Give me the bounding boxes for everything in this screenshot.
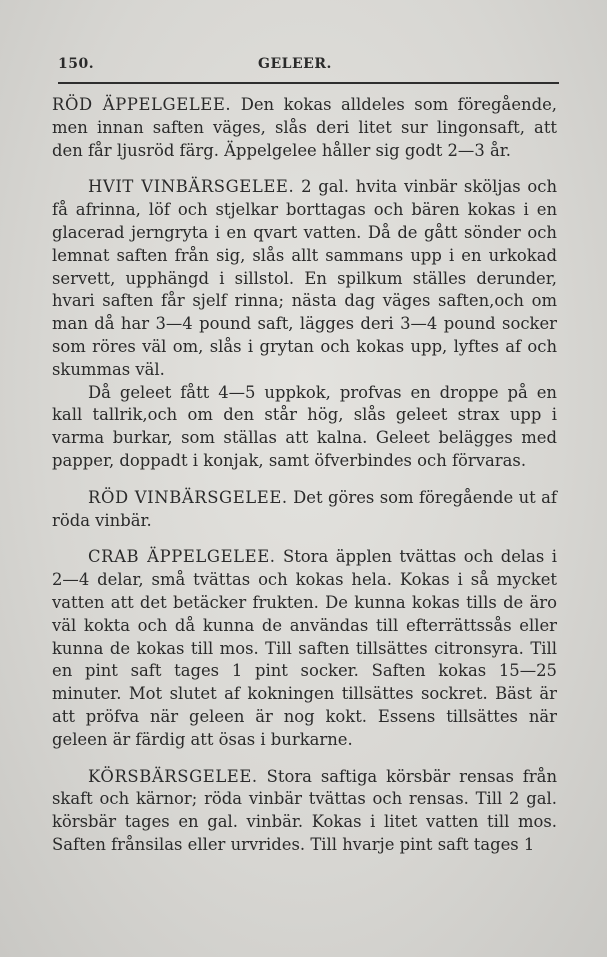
recipe-hvit-vinbarsgelee xyxy=(52,176,557,381)
recipe-title: HVIT VINBÄRSGELEE. xyxy=(88,177,295,197)
recipe-rod-appelgelee xyxy=(52,94,557,162)
recipe-text: Den kokas alldeles som föregående, men innan saften väges, slås deri litet sur lingonsaft, att den får ljusröd färg. Äppelgelee håller sig godt 2—3 år. xyxy=(52,95,557,160)
recipe-korsbarsgelee xyxy=(52,766,557,857)
recipe-text: Stora äpplen tvättas och delas i 2—4 delar, små tvättas och kokas hela. Kokas i så mycket vatten att det betäcker frukten. De kunna kokas tills de äro väl kokta och då kunna de användas till efterrättssås eller kunna de kokas till mos. Till saften tillsättes citronsyra. Till en pint saft tages 1 pint socker. Saften kokas 15—25 minuter. Mot slutet af kokningen tillsättes sockret. Bäst är att pröfva när geleen är nog kokt. Essens tillsättes när geleen är färdig att ösas i burkarne. xyxy=(52,547,557,749)
recipe-text: 2 gal. hvita vinbär sköljas och få afrinna, löf och stjelkar borttagas och bären kokas i en glacerad jerngryta i en qvart vatten. Då de gått sönder och lemnat saften från sig, slås allt sammans upp i en urkokad servett, upphängd i sillstol. En spilkum ställes derunder, hvari saften får sjelf rinna; nästa dag väges saften,och om man då har 3—4 pound saft, lägges deri 3—4 pound socker som röres väl om, slås i grytan och kokas upp, lyftes af och skummas väl. xyxy=(52,177,558,379)
running-title: GELEER. xyxy=(258,56,332,72)
recipe-title: KÖRSBÄRSGELEE. xyxy=(88,766,258,786)
recipe-continuation xyxy=(52,382,557,473)
recipe-text: Stora saftiga körsbär rensas från skaft och kärnor; röda vinbär tvättas och rensas. Till 2 gal. körsbär tages en gal. vinbär. Kokas i litet vatten till mos. Saften frånsilas eller urvrides. Till hvarje pint saft tages 1 xyxy=(52,766,557,854)
page-number: 150. xyxy=(58,56,95,72)
recipe-title: RÖD VINBÄRSGELEE. xyxy=(88,487,288,507)
recipe-text: Då geleet fått 4—5 uppkok, profvas en droppe på en kall tallrik,och om den står hög, slås geleet strax upp i varma burkar, som ställas att kalna. Geleet belägges med papper, doppadt i konjak, samt öfverbindes och förvaras. xyxy=(52,382,557,470)
page-header xyxy=(58,56,559,72)
header-rule xyxy=(58,82,559,84)
recipe-crab-appelgelee xyxy=(52,546,557,751)
body-text xyxy=(52,94,557,857)
recipe-rod-vinbarsgelee xyxy=(52,487,557,533)
recipe-title: RÖD ÄPPELGELEE. xyxy=(52,95,232,114)
recipe-text: Det göres som föregående ut af röda vinbär. xyxy=(52,487,557,530)
recipe-title: CRAB ÄPPELGELEE. xyxy=(88,547,276,567)
